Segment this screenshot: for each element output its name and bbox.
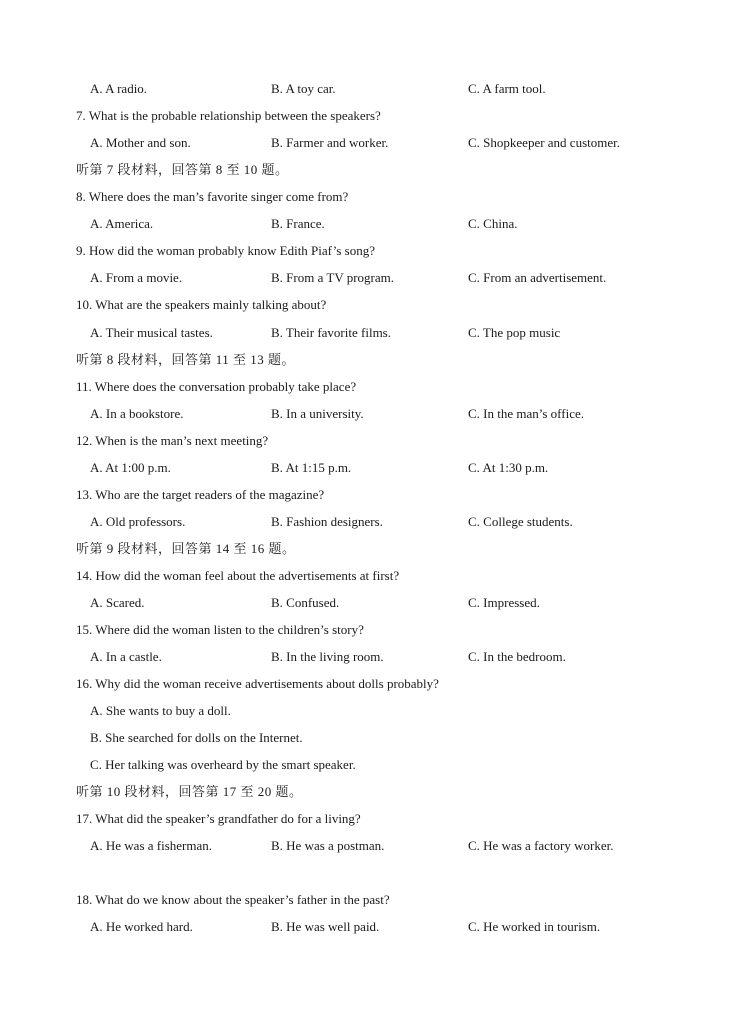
option-c: C. Shopkeeper and customer.: [468, 135, 620, 150]
question-text: 9. How did the woman probably know Edith Piaf’s song?: [76, 243, 375, 258]
option-c: C. At 1:30 p.m.: [468, 460, 549, 475]
question-text: 17. What did the speaker’s grandfather do for a living?: [76, 811, 361, 826]
section-instruction: [0, 160, 744, 180]
option-c: C. In the man’s office.: [468, 406, 585, 421]
option-b: B. In a university.: [271, 406, 364, 421]
question-text: 11. Where does the conversation probably take place?: [76, 379, 357, 394]
option-text: B. She searched for dolls on the Internet.: [90, 730, 303, 745]
option-a: A. America.: [90, 216, 154, 231]
question-line: [0, 890, 744, 910]
option-a: A. At 1:00 p.m.: [90, 460, 171, 475]
question-text: 13. Who are the target readers of the magazine?: [76, 487, 325, 502]
option-b: B. He was a postman.: [271, 838, 385, 853]
question-text: 15. Where did the woman listen to the children’s story?: [76, 622, 364, 637]
options-row: [0, 133, 744, 153]
question-text: 12. When is the man’s next meeting?: [76, 433, 269, 448]
question-line: [0, 241, 744, 261]
section-text: 听第 9 段材料，回答第 14 至 16 题。: [76, 541, 296, 556]
question-text: 7. What is the probable relationship between the speakers?: [76, 108, 381, 123]
question-text: 14. How did the woman feel about the advertisements at first?: [76, 568, 400, 583]
option-c: C. China.: [468, 216, 518, 231]
option-a: A. Scared.: [90, 595, 145, 610]
option-c: C. Impressed.: [468, 595, 540, 610]
option-c: C. College students.: [468, 514, 573, 529]
option-b: B. Confused.: [271, 595, 340, 610]
options-row: [0, 323, 744, 343]
options-row: [0, 79, 744, 99]
option-c: C. From an advertisement.: [468, 270, 607, 285]
question-line: [0, 674, 744, 694]
option-c: C. In the bedroom.: [468, 649, 566, 664]
question-line: [0, 485, 744, 505]
option-b: B. Farmer and worker.: [271, 135, 389, 150]
options-row: [0, 404, 744, 424]
option-a: A. Mother and son.: [90, 135, 191, 150]
question-text: 10. What are the speakers mainly talking about?: [76, 297, 327, 312]
option-text: A. She wants to buy a doll.: [90, 703, 231, 718]
option-b: B. Their favorite films.: [271, 325, 391, 340]
option-a: A. Their musical tastes.: [90, 325, 213, 340]
question-line: [0, 431, 744, 451]
option-a: A. Old professors.: [90, 514, 186, 529]
option-c: C. He was a factory worker.: [468, 838, 614, 853]
options-row: [0, 593, 744, 613]
options-row: [0, 214, 744, 234]
question-line: [0, 187, 744, 207]
option-b: B. At 1:15 p.m.: [271, 460, 352, 475]
option-text: C. Her talking was overheard by the smart speaker.: [90, 757, 356, 772]
option-b: B. Fashion designers.: [271, 514, 383, 529]
section-instruction: [0, 782, 744, 802]
section-instruction: [0, 350, 744, 370]
options-row: [0, 836, 744, 856]
option-a: A. A radio.: [90, 81, 148, 96]
option-b: B. A toy car.: [271, 81, 336, 96]
option-c: C. A farm tool.: [468, 81, 546, 96]
option-a: A. In a castle.: [90, 649, 162, 664]
option-b: B. France.: [271, 216, 325, 231]
section-text: 听第 7 段材料，回答第 8 至 10 题。: [76, 162, 289, 177]
option-c: C. The pop music: [468, 325, 561, 340]
question-line: [0, 620, 744, 640]
section-instruction: [0, 539, 744, 559]
options-row: [0, 512, 744, 532]
option-line: [0, 728, 744, 748]
option-line: [0, 701, 744, 721]
question-line: [0, 809, 744, 829]
question-text: 16. Why did the woman receive advertisements about dolls probably?: [76, 676, 439, 691]
option-a: A. He was a fisherman.: [90, 838, 213, 853]
options-row: [0, 268, 744, 288]
option-a: A. From a movie.: [90, 270, 183, 285]
question-text: 18. What do we know about the speaker’s father in the past?: [76, 892, 390, 907]
options-row: [0, 458, 744, 478]
question-line: [0, 295, 744, 315]
option-line: [0, 755, 744, 775]
options-row: [0, 917, 744, 937]
option-a: A. He worked hard.: [90, 919, 193, 934]
option-b: B. In the living room.: [271, 649, 384, 664]
option-b: B. He was well paid.: [271, 919, 380, 934]
question-line: [0, 566, 744, 586]
question-text: 8. Where does the man’s favorite singer come from?: [76, 189, 349, 204]
question-line: [0, 377, 744, 397]
section-text: 听第 10 段材料，回答第 17 至 20 题。: [76, 784, 303, 799]
question-line: [0, 106, 744, 126]
section-text: 听第 8 段材料，回答第 11 至 13 题。: [76, 352, 296, 367]
option-c: C. He worked in tourism.: [468, 919, 601, 934]
options-row: [0, 647, 744, 667]
option-b: B. From a TV program.: [271, 270, 395, 285]
option-a: A. In a bookstore.: [90, 406, 184, 421]
